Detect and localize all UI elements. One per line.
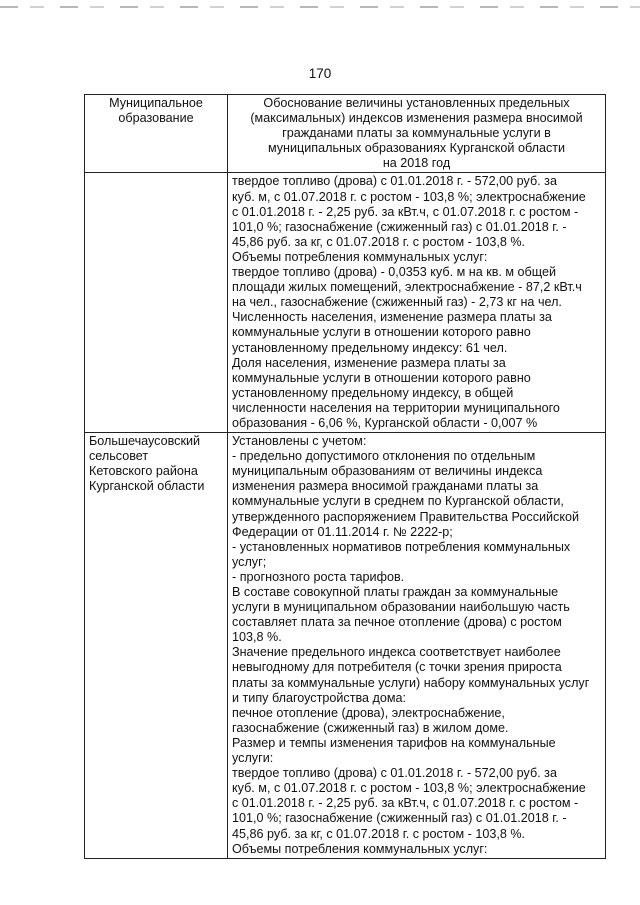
text-line: услуг;	[232, 554, 267, 569]
text-line: газоснабжение (сжиженный газ) в жилом доме.	[232, 720, 509, 735]
text-line: установленному предельному индексу, в общей	[232, 385, 514, 400]
scan-artifact	[0, 6, 640, 8]
text-line: 101,0 %; газоснабжение (сжиженный газ) с 01.01.2018 г. -	[232, 219, 567, 234]
text-line: муниципальных образованиях Курганской области	[267, 141, 566, 156]
text-line: установленному предельному индексу: 61 чел.	[232, 340, 508, 355]
text-line: - установленных нормативов потребления коммунальных	[232, 539, 571, 554]
text-line: Обоснование величины установленных предельных	[263, 96, 570, 110]
text-line: образования - 6,06 %, Курганской области - 0,007 %	[232, 415, 538, 430]
text-line: печное отопление (дрова), электроснабжение,	[232, 705, 505, 720]
text-line: 103,8 %.	[232, 630, 282, 645]
text-line: Размер и темпы изменения тарифов на коммунальные	[232, 735, 556, 750]
text-line: составляет плата за печное отопление (дрова) с ростом	[232, 615, 562, 630]
text-line: и типу благоустройства дома:	[232, 690, 407, 705]
text-line: с 01.01.2018 г. - 2,25 руб. за кВт.ч, с 01.07.2018 г. с ростом -	[232, 796, 579, 811]
header-justification-lines	[232, 96, 601, 171]
text-line: твердое топливо (дрова) с 01.01.2018 г. - 572,00 руб. за	[232, 766, 557, 781]
text-line: площади жилых помещений, электроснабжение - 87,2 кВт.ч	[232, 280, 582, 295]
text-line: гражданами платы за коммунальные услуги в	[282, 126, 551, 141]
text-line: Значение предельного индекса соответствует наиболее	[232, 645, 561, 660]
text-line: Муниципальное	[109, 96, 203, 110]
header-municipality	[85, 95, 228, 173]
justification-cell	[228, 173, 606, 433]
municipality-lines	[89, 434, 223, 494]
text-line: муниципальным образованиям от величины индекса	[232, 464, 543, 479]
text-line: Курганской области	[89, 479, 205, 494]
text-line: Доля населения, изменение размера платы за	[232, 355, 506, 370]
text-line: численности населения на территории муниципального	[232, 400, 560, 415]
text-line: куб. м, с 01.07.2018 г. с ростом - 103,8 %; электроснабжение	[232, 781, 586, 796]
text-line: твердое топливо (дрова) - 0,0353 куб. м на кв. м общей	[232, 265, 557, 280]
text-line: твердое топливо (дрова) с 01.01.2018 г. - 572,00 руб. за	[232, 174, 557, 189]
text-line: платы за коммунальные услуги) набору коммунальных услуг	[232, 675, 590, 690]
text-line: Кетовского района	[89, 464, 198, 479]
text-line: коммунальные услуги в отношении которого равно	[232, 370, 531, 385]
justification-lines	[232, 174, 601, 431]
text-line: куб. м, с 01.07.2018 г. с ростом - 103,8 %; электроснабжение	[232, 189, 586, 204]
text-line: 101,0 %; газоснабжение (сжиженный газ) с 01.01.2018 г. -	[232, 811, 567, 826]
municipality-cell	[85, 173, 228, 433]
text-line: В составе совокупной платы граждан за коммунальные	[232, 585, 559, 599]
text-line: - предельно допустимого отклонения по отдельным	[232, 449, 536, 464]
justification-cell	[228, 433, 606, 859]
justification-lines	[232, 434, 601, 857]
table-row	[85, 433, 606, 859]
text-line: Объемы потребления коммунальных услуг:	[232, 249, 488, 264]
municipality-cell	[85, 433, 228, 859]
text-line: (максимальных) индексов изменения размера вносимой	[250, 111, 583, 126]
text-line: изменения размера вносимой гражданами платы за	[232, 479, 539, 494]
text-line: Установлены с учетом:	[232, 434, 367, 449]
header-justification	[228, 95, 606, 173]
text-line: 45,86 руб. за кг, с 01.07.2018 г. с ростом - 103,8 %.	[232, 234, 526, 249]
text-line: услуги в муниципальном образовании наибольшую часть	[232, 600, 570, 615]
table-row	[85, 173, 606, 433]
text-line: образование	[118, 111, 194, 126]
text-line: Численность населения, изменение размера платы за	[232, 310, 552, 325]
header-municipality-lines	[89, 96, 223, 126]
page-number: 170	[308, 66, 332, 81]
text-line: на чел., газоснабжение (сжиженный газ) - 2,73 кг на чел.	[232, 295, 562, 310]
text-line: Большечаусовский	[89, 434, 201, 449]
text-line: утвержденного распоряжением Правительства Российской	[232, 509, 580, 524]
text-line: коммунальные услуги в среднем по Курганской области,	[232, 494, 564, 509]
text-line: с 01.01.2018 г. - 2,25 руб. за кВт.ч, с 01.07.2018 г. с ростом -	[232, 204, 579, 219]
table-header-row	[85, 95, 606, 173]
text-line: услуги:	[232, 751, 274, 766]
text-line: сельсовет	[89, 449, 149, 464]
text-line: Объемы потребления коммунальных услуг:	[232, 841, 488, 856]
justification-table	[84, 94, 606, 859]
text-line: 45,86 руб. за кг, с 01.07.2018 г. с ростом - 103,8 %.	[232, 826, 526, 841]
text-line: Федерации от 01.11.2014 г. № 2222-р;	[232, 524, 453, 539]
text-line: на 2018 год	[382, 156, 451, 171]
text-line: - прогнозного роста тарифов.	[232, 569, 405, 584]
text-line: невыгодному для потребителя (с точки зрения прироста	[232, 660, 562, 675]
text-line: коммунальные услуги в отношении которого равно	[232, 325, 531, 340]
